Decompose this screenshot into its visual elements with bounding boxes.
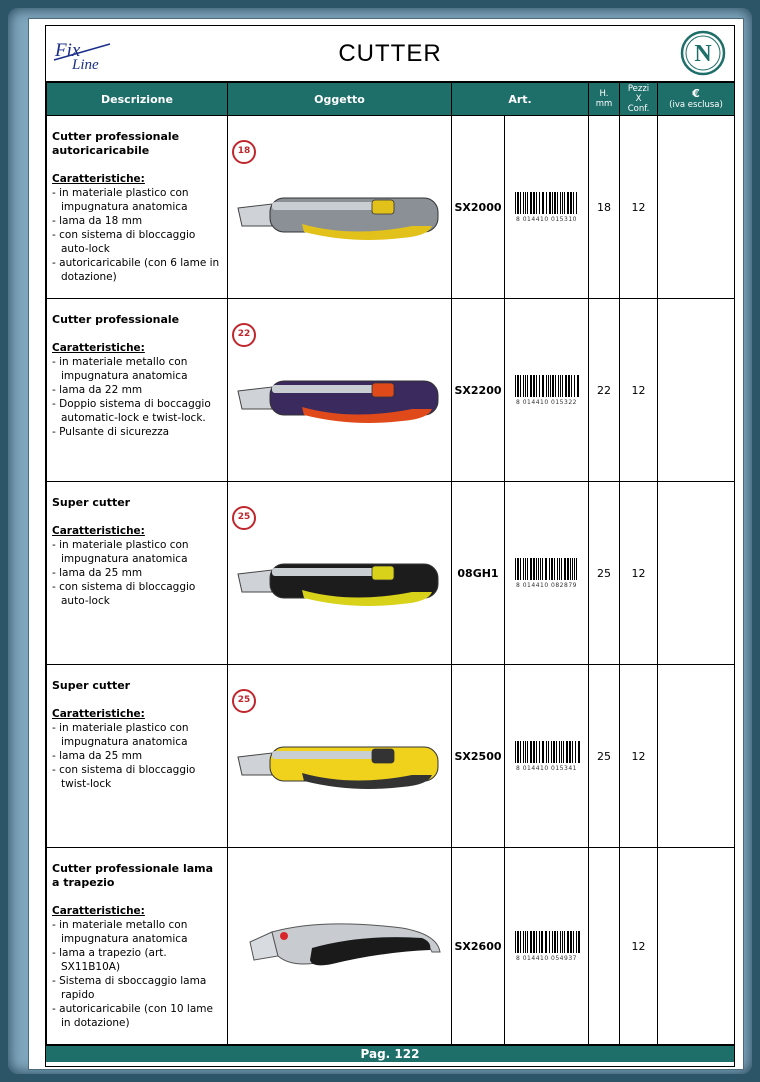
- barcode-number: 8 014410 015341: [516, 764, 577, 772]
- product-row: [47, 116, 735, 299]
- barcode-bar: [536, 741, 537, 763]
- feature-item: - in materiale plastico con impugnatura anatomica: [52, 538, 223, 566]
- cutter-knife-image: [232, 912, 452, 982]
- product-name: Super cutter: [52, 679, 131, 692]
- barcode-bar: [545, 931, 547, 953]
- barcode-bar: [527, 931, 528, 953]
- barcode-bar: [542, 741, 544, 763]
- blade-size-badge: 25: [232, 506, 256, 530]
- cutter-knife-image: [232, 546, 452, 616]
- feature-item: - autoricaricabile (con 10 lame in dotazione): [52, 1002, 223, 1030]
- feature-item: - lama da 25 mm: [52, 566, 223, 580]
- product-description-cell: [47, 848, 228, 1045]
- barcode-bar: [562, 192, 563, 214]
- barcode-number: 8 014410 015322: [516, 398, 577, 406]
- barcode-bar: [530, 931, 532, 953]
- barcode-bar: [515, 931, 516, 953]
- product-image-cell: [228, 116, 452, 299]
- barcode-bar: [563, 741, 564, 763]
- feature-item: - lama a trapezio (art. SX11B10A): [52, 946, 223, 974]
- barcode-bar: [572, 558, 573, 580]
- barcode-bar: [533, 375, 535, 397]
- barcode-icon: [513, 741, 581, 763]
- barcode-bar: [567, 931, 569, 953]
- barcode-bar: [572, 741, 573, 763]
- barcode-bar: [555, 375, 556, 397]
- page-title: CUTTER: [338, 40, 442, 67]
- barcode-cell: [505, 665, 589, 848]
- barcode-bar: [564, 931, 565, 953]
- barcode-bar: [540, 558, 541, 580]
- barcode-bar: [557, 192, 558, 214]
- height-mm: 25: [589, 482, 620, 665]
- feature-item: - Sistema di sboccaggio lama rapido: [52, 974, 223, 1002]
- barcode-bar: [546, 375, 547, 397]
- feature-item: - lama da 18 mm: [52, 214, 223, 228]
- slider-button: [372, 200, 394, 214]
- barcode-bar: [517, 192, 519, 214]
- barcode-bar: [517, 558, 519, 580]
- barcode-bar: [548, 375, 549, 397]
- product-image-cell: [228, 665, 452, 848]
- product-row: [47, 482, 735, 665]
- barcode-bar: [523, 931, 524, 953]
- barcode-bar: [573, 192, 574, 214]
- price: [658, 848, 735, 1045]
- barcode-bar: [561, 741, 562, 763]
- barcode-bar: [517, 741, 519, 763]
- brand-n-logo: [680, 30, 726, 76]
- barcode-bar: [542, 558, 543, 580]
- barcode-bar: [568, 375, 570, 397]
- barcode-bar: [525, 931, 526, 953]
- barcode-bar: [536, 931, 537, 953]
- product-row: [47, 848, 735, 1045]
- article-code: SX2000: [452, 116, 505, 299]
- barcode-cell: [505, 299, 589, 482]
- blade-size-badge: 22: [232, 323, 256, 347]
- caratteristiche-label: Caratteristiche:: [52, 905, 145, 917]
- barcode-bar: [525, 741, 526, 763]
- barcode-bar: [574, 375, 575, 397]
- barcode-bar: [551, 741, 552, 763]
- barcode-bar: [517, 931, 519, 953]
- table-header-row: [47, 83, 735, 116]
- feature-item: - Doppio sistema di boccaggio automatic-lock e twist-lock.: [52, 397, 223, 425]
- barcode-bar: [553, 741, 555, 763]
- barcode-bar: [559, 558, 560, 580]
- barcode-bar: [566, 741, 568, 763]
- barcode-bar: [517, 375, 519, 397]
- barcode-bar: [548, 741, 549, 763]
- barcode-bar: [575, 741, 576, 763]
- col-descrizione: Descrizione: [47, 83, 228, 116]
- col-h-mm: H. mm: [589, 83, 620, 116]
- barcode-icon: [513, 931, 581, 953]
- product-name: Cutter professionale autoricaricabile: [52, 130, 180, 157]
- barcode-bar: [539, 192, 540, 214]
- feature-list: [52, 721, 223, 791]
- catalog-sheet: [28, 18, 744, 1070]
- barcode-bar: [554, 192, 556, 214]
- barcode-bar: [573, 931, 574, 953]
- barcode-bar: [542, 375, 544, 397]
- barcode-bar: [536, 558, 537, 580]
- barcode-bar: [515, 192, 516, 214]
- price: [658, 116, 735, 299]
- feature-list: [52, 918, 223, 1030]
- price: [658, 665, 735, 848]
- barcode-bar: [533, 741, 535, 763]
- barcode-bar: [562, 375, 563, 397]
- barcode-bar: [533, 192, 535, 214]
- barcode-bar: [570, 192, 572, 214]
- barcode-bar: [515, 741, 516, 763]
- cutter-knife-image: [232, 180, 452, 250]
- barcode-bar: [536, 375, 537, 397]
- blade-shape: [238, 570, 272, 592]
- barcode-bar: [565, 375, 567, 397]
- slider-button: [372, 383, 394, 397]
- barcode-bar: [530, 741, 532, 763]
- feature-list: [52, 186, 223, 284]
- feature-list: [52, 355, 223, 439]
- barcode-bar: [530, 375, 532, 397]
- barcode-bar: [525, 558, 526, 580]
- product-image-cell: [228, 848, 452, 1045]
- barcode-bar: [530, 558, 532, 580]
- feature-item: - con sistema di bloccaggio twist-lock: [52, 763, 223, 791]
- barcode-bar: [576, 558, 577, 580]
- barcode-bar: [546, 741, 547, 763]
- barcode-bar: [560, 931, 561, 953]
- product-description-cell: [47, 299, 228, 482]
- product-name: Cutter professionale lama a trapezio: [52, 862, 214, 889]
- barcode-bar: [578, 931, 580, 953]
- barcode-bar: [578, 741, 580, 763]
- blade-size-badge: 18: [232, 140, 256, 164]
- barcode-bar: [552, 375, 554, 397]
- barcode-bar: [557, 558, 558, 580]
- barcode-bar: [523, 741, 524, 763]
- slider-button: [372, 749, 394, 763]
- barcode-bar: [523, 192, 524, 214]
- blade-shape: [238, 204, 272, 226]
- catalog-page: [45, 25, 735, 1067]
- barcode-bar: [557, 931, 558, 953]
- price: [658, 299, 735, 482]
- barcode-bar: [567, 558, 569, 580]
- product-name: Cutter professionale: [52, 313, 180, 326]
- barcode-bar: [554, 931, 556, 953]
- feature-item: - in materiale plastico con impugnatura anatomica: [52, 186, 223, 214]
- barcode-bar: [551, 558, 553, 580]
- barcode-bar: [571, 375, 572, 397]
- page-footer: Pag. 122: [46, 1045, 734, 1062]
- logo-text-fix: Fix: [55, 40, 81, 61]
- barcode-bar: [570, 558, 571, 580]
- barcode-bar: [560, 192, 561, 214]
- barcode-bar: [564, 192, 565, 214]
- product-description-cell: [47, 665, 228, 848]
- height-mm: 25: [589, 665, 620, 848]
- pieces-per-pack: 12: [620, 848, 658, 1045]
- product-description-cell: [47, 482, 228, 665]
- feature-item: - Pulsante di sicurezza: [52, 425, 223, 439]
- col-pezzi: Pezzi X Conf.: [620, 83, 658, 116]
- barcode-bar: [552, 192, 553, 214]
- brand-letter: N: [694, 41, 712, 67]
- barcode-bar: [527, 192, 528, 214]
- product-image-cell: [228, 299, 452, 482]
- feature-item: - con sistema di bloccaggio auto-lock: [52, 580, 223, 608]
- article-code: SX2500: [452, 665, 505, 848]
- barcode-bar: [549, 931, 550, 953]
- barcode-bar: [520, 741, 521, 763]
- barcode-cell: [505, 848, 589, 1045]
- logo-text-line: Line: [72, 57, 99, 72]
- blade-shape: [238, 387, 272, 409]
- barcode-bar: [561, 558, 562, 580]
- barcode-number: 8 014410 015310: [516, 215, 577, 223]
- barcode-bar: [558, 375, 559, 397]
- barcode-bar: [545, 558, 547, 580]
- feature-item: - in materiale metallo con impugnatura anatomica: [52, 918, 223, 946]
- product-description-cell: [47, 116, 228, 299]
- barcode-bar: [559, 741, 560, 763]
- pieces-per-pack: 12: [620, 116, 658, 299]
- barcode-bar: [523, 558, 524, 580]
- barcode-bar: [520, 558, 521, 580]
- cutter-knife-image: [232, 729, 452, 799]
- barcode-bar: [576, 192, 577, 214]
- pieces-per-pack: 12: [620, 299, 658, 482]
- barcode-bar: [515, 375, 516, 397]
- feature-item: - con sistema di bloccaggio auto-lock: [52, 228, 223, 256]
- barcode-number: 8 014410 054937: [516, 954, 577, 962]
- barcode-bar: [570, 931, 572, 953]
- barcode-bar: [536, 192, 537, 214]
- page-frame: [8, 8, 752, 1074]
- barcode-bar: [520, 375, 521, 397]
- cutter-knife-image: [232, 363, 452, 433]
- feature-list: [52, 538, 223, 608]
- barcode-bar: [569, 741, 571, 763]
- height-mm: [589, 848, 620, 1045]
- barcode-bar: [576, 931, 577, 953]
- barcode-cell: [505, 116, 589, 299]
- barcode-bar: [574, 558, 575, 580]
- product-image-cell: [228, 482, 452, 665]
- article-code: SX2200: [452, 299, 505, 482]
- pieces-per-pack: 12: [620, 482, 658, 665]
- barcode-icon: [513, 192, 581, 214]
- blade-size-badge: 25: [232, 689, 256, 713]
- barcode-bar: [549, 558, 550, 580]
- blade-shape: [238, 753, 272, 775]
- barcode-bar: [527, 558, 528, 580]
- barcode-bar: [564, 558, 566, 580]
- barcode-bar: [515, 558, 516, 580]
- caratteristiche-label: Caratteristiche:: [52, 525, 145, 537]
- product-row: [47, 665, 735, 848]
- barcode-bar: [523, 375, 524, 397]
- barcode-bar: [530, 192, 532, 214]
- barcode-bar: [556, 741, 557, 763]
- article-code: 08GH1: [452, 482, 505, 665]
- price: [658, 482, 735, 665]
- barcode-bar: [520, 931, 521, 953]
- barcode-cell: [505, 482, 589, 665]
- barcode-bar: [520, 192, 521, 214]
- barcode-bar: [562, 931, 563, 953]
- barcode-bar: [533, 558, 535, 580]
- barcode-bar: [539, 741, 540, 763]
- barcode-icon: [513, 558, 581, 580]
- caratteristiche-label: Caratteristiche:: [52, 173, 145, 185]
- feature-item: - autoricaricabile (con 6 lame in dotazione): [52, 256, 223, 284]
- barcode-bar: [577, 375, 579, 397]
- barcode-bar: [554, 558, 555, 580]
- caratteristiche-label: Caratteristiche:: [52, 708, 145, 720]
- feature-item: - lama da 22 mm: [52, 383, 223, 397]
- col-oggetto: Oggetto: [228, 83, 452, 116]
- barcode-number: 8 014410 082879: [516, 581, 577, 589]
- barcode-bar: [560, 375, 561, 397]
- barcode-bar: [538, 558, 539, 580]
- barcode-bar: [539, 375, 540, 397]
- feature-item: - in materiale metallo con impugnatura anatomica: [52, 355, 223, 383]
- feature-item: - lama da 25 mm: [52, 749, 223, 763]
- product-name: Super cutter: [52, 496, 131, 509]
- product-table: [46, 82, 735, 1045]
- barcode-bar: [525, 192, 526, 214]
- barcode-bar: [541, 931, 543, 953]
- height-mm: 22: [589, 299, 620, 482]
- barcode-bar: [542, 192, 544, 214]
- barcode-bar: [549, 192, 551, 214]
- barcode-bar: [533, 931, 535, 953]
- product-row: [47, 299, 735, 482]
- feature-item: - in materiale plastico con impugnatura anatomica: [52, 721, 223, 749]
- barcode-bar: [550, 375, 551, 397]
- barcode-bar: [546, 192, 547, 214]
- barcode-bar: [527, 741, 528, 763]
- article-code: SX2600: [452, 848, 505, 1045]
- col-price: € (iva esclusa): [658, 83, 735, 116]
- barcode-bar: [567, 192, 569, 214]
- col-art: Art.: [452, 83, 589, 116]
- height-mm: 18: [589, 116, 620, 299]
- pieces-per-pack: 12: [620, 665, 658, 848]
- barcode-bar: [525, 375, 526, 397]
- barcode-bar: [552, 931, 553, 953]
- caratteristiche-label: Caratteristiche:: [52, 342, 145, 354]
- lock-button: [280, 932, 288, 940]
- barcode-icon: [513, 375, 581, 397]
- slider-button: [372, 566, 394, 580]
- barcode-bar: [539, 931, 540, 953]
- page-header: [46, 26, 734, 82]
- barcode-bar: [527, 375, 528, 397]
